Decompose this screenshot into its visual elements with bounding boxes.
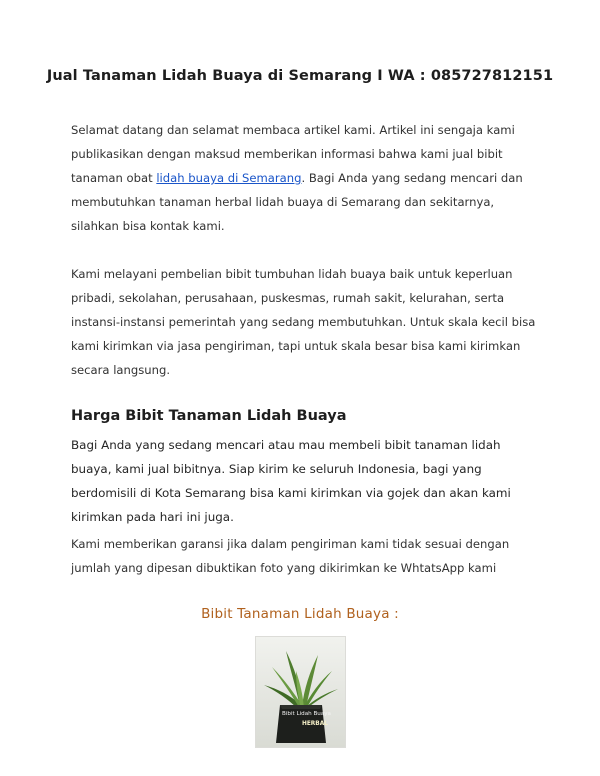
aloe-plant-illustration [256,637,345,747]
image-caption: Bibit Tanaman Lidah Buaya : [201,606,399,622]
aloe-seedling-photo [256,637,345,747]
document-title: Jual Tanaman Lidah Buaya di Semarang I WA : 085727812151 [46,68,554,84]
section-heading: Harga Bibit Tanaman Lidah Buaya [71,408,347,424]
guarantee-paragraph: Kami memberikan garansi jika dalam pengiriman kami tidak sesuai dengan jumlah yang dipesan dibuktikan foto yang dikirimkan ke WhtatsApp kami [71,537,510,575]
intro-paragraph [71,118,536,238]
intro-text-before-link: Selamat datang dan selamat membaca artikel kami. Artikel ini sengaja kami publikasikan dengan maksud memberikan informasi bahwa kami jual bibit tanaman obat [71,123,515,185]
service-paragraph: Kami melayani pembelian bibit tumbuhan lidah buaya baik untuk keperluan pribadi, sekolahan, perusahaan, puskesmas, rumah sakit, kelurahan, serta instansi-instansi pemerintah yang sedang membutuhkan. Untuk skala kecil bisa kami kirimkan via jasa pengiriman, tapi untuk skala besar bisa kami kirimkan secara langsung. [71,267,536,377]
price-paragraph: Bagi Anda yang sedang mencari atau mau membeli bibit tanaman lidah buaya, kami jual bibitnya. Siap kirim ke seluruh Indonesia, bagi yang berdomisili di Kota Semarang bisa kami kirimkan via gojek dan akan kami kirimkan pada hari ini juga. [71,438,511,524]
photo-brand: HERBAL [302,721,328,727]
photo-label: Bibit Lidah Buaya [282,711,331,717]
lidah-buaya-semarang-link[interactable]: lidah buaya di Semarang [156,171,302,185]
intro-text-after-link: . Bagi Anda yang sedang mencari dan membutuhkan tanaman herbal lidah buaya di Semarang dan sekitarnya, silahkan bisa kontak kami. [71,171,523,233]
